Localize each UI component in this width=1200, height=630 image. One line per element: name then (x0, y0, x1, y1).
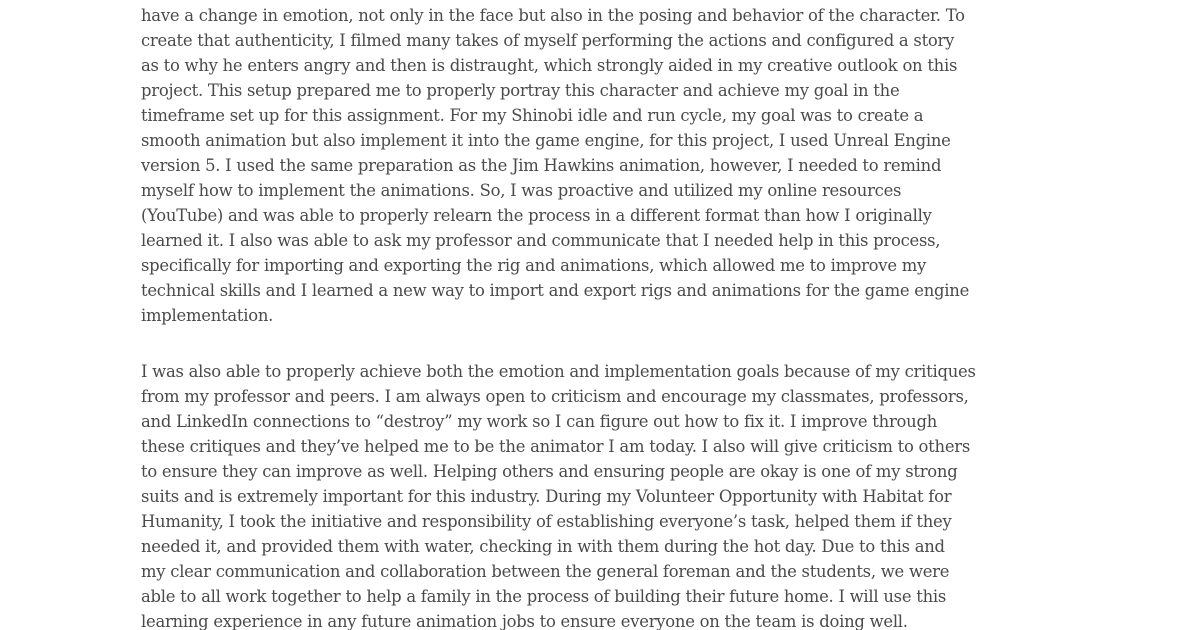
paragraph-line: myself how to implement the animations. So, I was proactive and utilized my online resources (141, 181, 902, 200)
paragraph-line: create that authenticity, I filmed many takes of myself performing the actions and configured a story (141, 31, 955, 50)
paragraph-1 (141, 3, 1041, 328)
paragraph-line: specifically for importing and exporting the rig and animations, which allowed me to improve my (141, 256, 927, 275)
paragraph-line: and LinkedIn connections to “destroy” my work so I can figure out how to fix it. I improve through (141, 412, 938, 431)
paragraph-line: smooth animation but also implement it into the game engine, for this project, I used Unreal Engine (141, 131, 951, 150)
paragraph-line: learning experience in any future animation jobs to ensure everyone on the team is doing well. (141, 612, 908, 630)
paragraph-line: suits and is extremely important for this industry. During my Volunteer Opportunity with Habitat for (141, 487, 952, 506)
paragraph-line: needed it, and provided them with water, checking in with them during the hot day. Due to this and (141, 537, 945, 556)
paragraph-line: my clear communication and collaboration between the general foreman and the students, we were (141, 562, 950, 581)
paragraph-line: version 5. I used the same preparation as the Jim Hawkins animation, however, I needed to remind (141, 156, 942, 175)
paragraph-line: as to why he enters angry and then is distraught, which strongly aided in my creative outlook on this (141, 56, 958, 75)
paragraph-line: able to all work together to help a family in the process of building their future home. I will use this (141, 587, 947, 606)
paragraph-line: I was also able to properly achieve both the emotion and implementation goals because of my critiques (141, 362, 976, 381)
paragraph-line: technical skills and I learned a new way to import and export rigs and animations for the game engine (141, 281, 970, 300)
paragraph-2 (141, 359, 1041, 630)
paragraph-line: implementation. (141, 306, 274, 325)
paragraph-line: (YouTube) and was able to properly relearn the process in a different format than how I originally (141, 206, 932, 225)
paragraph-line: to ensure they can improve as well. Helping others and ensuring people are okay is one of my strong (141, 462, 958, 481)
paragraph-line: timeframe set up for this assignment. For my Shinobi idle and run cycle, my goal was to create a (141, 106, 924, 125)
paragraph-line: from my professor and peers. I am always open to criticism and encourage my classmates, professors, (141, 387, 969, 406)
paragraph-line: have a change in emotion, not only in the face but also in the posing and behavior of the character. To (141, 6, 965, 25)
paragraph-line: Humanity, I took the initiative and responsibility of establishing everyone’s task, helped them if they (141, 512, 952, 531)
paragraph-line: these critiques and they’ve helped me to be the animator I am today. I also will give criticism to others (141, 437, 971, 456)
paragraph-line: learned it. I also was able to ask my professor and communicate that I needed help in this process, (141, 231, 941, 250)
paragraph-line: project. This setup prepared me to properly portray this character and achieve my goal in the (141, 81, 900, 100)
